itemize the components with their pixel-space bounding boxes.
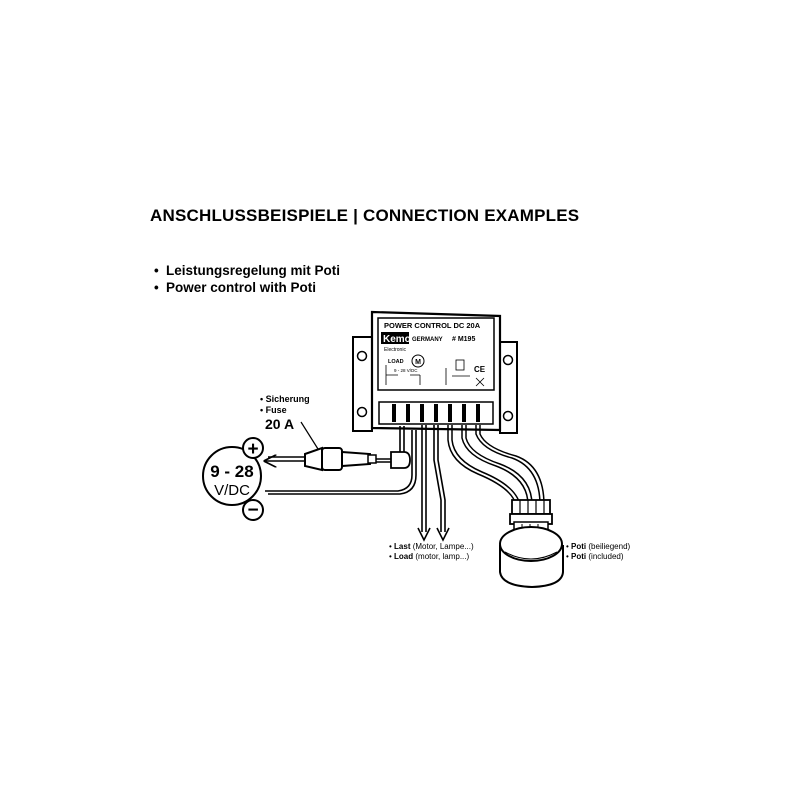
load-section-label: LOAD — [388, 359, 404, 365]
supply-voltage: 9 - 28 — [210, 462, 254, 481]
supply-unit: V/DC — [214, 482, 250, 499]
poti-wires — [448, 425, 544, 505]
poti-label-en: • Poti (included) — [566, 552, 624, 561]
poti-label-de: • Poti (beiliegend) — [566, 542, 631, 551]
fuse-label-de: • Sicherung — [260, 394, 310, 404]
load-label-en: • Load (motor, lamp...) — [389, 552, 470, 561]
supply-source — [203, 438, 263, 521]
brand-subtitle: Electronic — [384, 347, 406, 353]
fuse-rating: 20 A — [265, 416, 295, 432]
ce-mark: CE — [474, 365, 486, 374]
load-wires — [422, 425, 445, 532]
module-voltage-small: 9 - 28 V/DC — [394, 368, 418, 373]
module-model: # M195 — [452, 336, 476, 343]
power-control-module — [353, 312, 517, 433]
motor-symbol: M — [415, 359, 421, 366]
bullet-item: • Leistungsregelung mit Poti — [154, 263, 341, 278]
module-origin: GERMANY — [412, 337, 443, 343]
minus-symbol: − — [247, 500, 259, 521]
elbow-connector — [391, 452, 410, 468]
load-arrow-icon — [418, 528, 430, 540]
bullet-item: • Power control with Poti — [154, 280, 317, 295]
diagram-heading: ANSCHLUSSBEISPIELE | CONNECTION EXAMPLES — [150, 206, 580, 225]
plus-symbol: + — [247, 439, 259, 460]
brand-logo: Kemo — [383, 334, 411, 345]
fuse-label-en: • Fuse — [260, 405, 287, 415]
module-title: POWER CONTROL DC 20A — [384, 321, 481, 330]
load-label-de: • Last (Motor, Lampe...) — [389, 542, 474, 551]
potentiometer — [500, 500, 563, 587]
load-arrow-icon — [437, 528, 449, 540]
